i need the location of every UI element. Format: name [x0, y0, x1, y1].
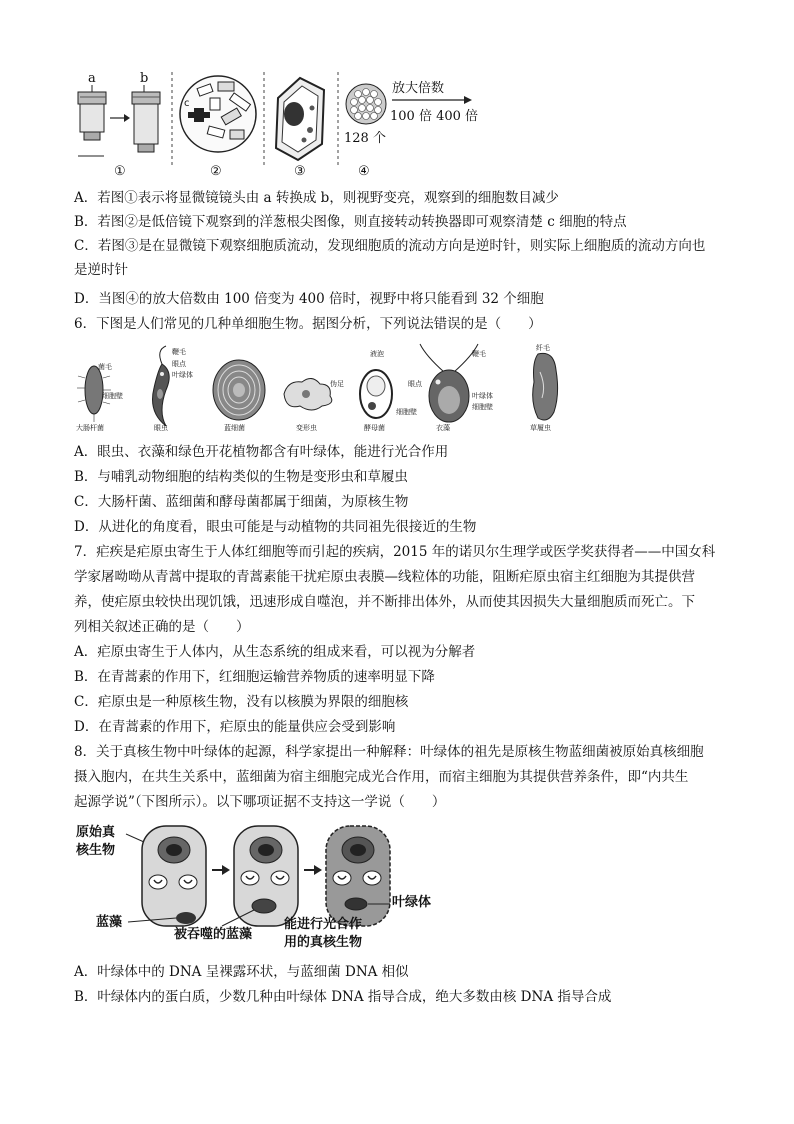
label-chloroplast-1: 叶绿体 [172, 371, 193, 379]
primitive-eukaryote-cell-icon [142, 826, 206, 926]
organism-amoeba: 变形虫 [296, 424, 317, 432]
magnify-label: 放大倍数 [392, 81, 445, 96]
label-chloroplast-2: 叶绿体 [472, 392, 493, 400]
label-cell-wall-1: 细胞壁 [102, 392, 123, 400]
q5-option-d: D．当图④的放大倍数由 100 倍变为 400 倍时，视野中将只能看到 32 个细胞 [74, 291, 544, 307]
organism-e-coli: 大肠杆菌 [76, 424, 104, 432]
q6-stem: 6．下图是人们常见的几种单细胞生物。据图分析，下列说法错误的是（ ） [74, 316, 542, 332]
label-result-line-2: 用的真核生物 [284, 935, 363, 950]
q5-option-c-continued: 是逆时针 [74, 262, 128, 278]
q7-option-a: A．疟原虫寄生于人体内，从生态系统的组成来看，可以视为分解者 [74, 644, 476, 660]
organism-cyanobacteria: 蓝细菌 [224, 424, 245, 432]
q7-stem-line-1: 7．疟疾是疟原虫寄生于人体红细胞等而引起的疾病，2015 年的诺贝尔生理学或医学奖获得者——中国女科 [74, 544, 716, 560]
organism-chlamydomonas: 衣藻 [436, 424, 450, 432]
label-primitive-eukaryote-2: 核生物 [76, 843, 116, 858]
q8-option-b: B．叶绿体内的蛋白质，少数几种由叶绿体 DNA 指导合成，绝大多数由核 DNA 指导合成 [74, 989, 612, 1005]
cell-field-icon [346, 84, 386, 124]
label-result-line-1: 能进行光合作 [284, 917, 363, 932]
single-cell-organisms-figure [74, 342, 574, 434]
amoeba-icon [284, 378, 332, 410]
figure-number-1: ① [114, 164, 126, 179]
q6-option-c: C．大肠杆菌、蓝细菌和酵母菌都属于细菌，为原核生物 [74, 494, 409, 510]
q7-option-b: B．在青蒿素的作用下，红细胞运输营养物质的速率明显下降 [74, 669, 435, 685]
label-cyanobacteria: 蓝藻 [96, 915, 123, 930]
figure-number-4: ④ [358, 164, 370, 179]
label-cell-wall-3: 细胞壁 [472, 403, 493, 411]
label-eyespot-2: 眼点 [408, 380, 422, 388]
q7-stem-line-3: 养，使疟原虫较快出现饥饿，迅速形成自噬泡，并不断排出体外，从而使其因损失大量细胞质而死亡。下 [74, 594, 695, 610]
cyanobacterium-outside-icon [176, 912, 196, 924]
q8-stem-line-3: 起源学说”（下图所示）。以下哪项证据不支持这一学说（ ） [74, 794, 446, 810]
microscope-figure [72, 68, 492, 180]
cyanobacteria-icon [213, 360, 265, 420]
label-pili: 菌毛 [98, 363, 112, 371]
q6-option-d: D．从进化的角度看，眼虫可能是与动植物的共同祖先很接近的生物 [74, 519, 477, 535]
q5-option-b: B．若图②是低倍镜下观察到的洋葱根尖图像，则直接转动转换器即可观察清楚 c 细胞的特点 [74, 214, 627, 230]
label-vacuole: 液泡 [370, 350, 384, 358]
organism-yeast: 酵母菌 [364, 424, 385, 432]
label-cell-wall-2: 细胞壁 [396, 408, 417, 416]
organism-paramecium: 草履虫 [530, 424, 551, 432]
cell-count-label: 128 个 [344, 131, 386, 146]
label-flagellum-1: 鞭毛 [172, 348, 186, 356]
plant-cell-icon [276, 78, 324, 160]
label-flagellum-2: 鞭毛 [472, 350, 486, 358]
chlamydomonas-icon [420, 344, 478, 422]
q7-stem-line-4: 列相关叙述正确的是（ ） [74, 619, 250, 635]
objective-lens-a-icon [78, 92, 106, 140]
q7-stem-line-2: 学家屠呦呦从青蒿中提取的青蒿素能干扰疟原虫表膜—线粒体的功能，阻断疟原虫宿主红细胞为其提供营 [74, 569, 695, 585]
q6-option-a: A．眼虫、衣藻和绿色开花植物都含有叶绿体，能进行光合作用 [74, 444, 449, 460]
objective-lens-b-icon [132, 92, 160, 152]
magnify-values: 100 倍 400 倍 [390, 109, 479, 124]
figure-number-2: ② [210, 164, 222, 179]
q7-option-c: C．疟原虫是一种原核生物，没有以核膜为界限的细胞核 [74, 694, 409, 710]
label-eyespot-1: 眼点 [172, 360, 186, 368]
q6-option-b: B．与哺乳动物细胞的结构类似的生物是变形虫和草履虫 [74, 469, 408, 485]
label-engulfed-cyanobacteria: 被吞噬的蓝藻 [174, 927, 253, 942]
lens-b-label: b [140, 71, 149, 86]
q5-option-a: A．若图①表示将显微镜镜头由 a 转换成 b，则视野变亮，观察到的细胞数目减少 [74, 190, 559, 206]
organism-euglena: 眼虫 [154, 424, 168, 432]
paramecium-icon [533, 353, 558, 420]
label-pseudopod: 伪足 [330, 380, 344, 388]
q8-option-a: A．叶绿体中的 DNA 呈裸露环状，与蓝细菌 DNA 相似 [74, 964, 409, 980]
cell-c-label: c [184, 98, 190, 109]
endosymbiosis-figure [72, 820, 432, 952]
q8-stem-line-2: 摄入胞内，在共生关系中，蓝细菌为宿主细胞完成光合作用，而宿主细胞为其提供营养条件，即“内共生 [74, 769, 689, 785]
photosynthetic-eukaryote-icon [326, 826, 390, 926]
engulfing-cell-icon [234, 826, 298, 926]
root-tip-view-icon [180, 76, 256, 152]
lens-a-label: a [88, 71, 96, 86]
q8-stem-line-1: 8．关于真核生物中叶绿体的起源，科学家提出一种解释：叶绿体的祖先是原核生物蓝细菌被原始真核细胞 [74, 744, 704, 760]
label-cilia: 纤毛 [536, 344, 550, 352]
q5-option-c: C．若图③是在显微镜下观察细胞质流动，发现细胞质的流动方向是逆时针，则实际上细胞质的流动方向也 [74, 238, 706, 254]
figure-number-3: ③ [294, 164, 306, 179]
label-primitive-eukaryote-1: 原始真 [76, 825, 116, 840]
q7-option-d: D．在青蒿素的作用下，疟原虫的能量供应会受到影响 [74, 719, 396, 735]
euglena-icon [153, 346, 170, 426]
label-chloroplast: 叶绿体 [392, 895, 432, 910]
yeast-icon [360, 370, 392, 418]
